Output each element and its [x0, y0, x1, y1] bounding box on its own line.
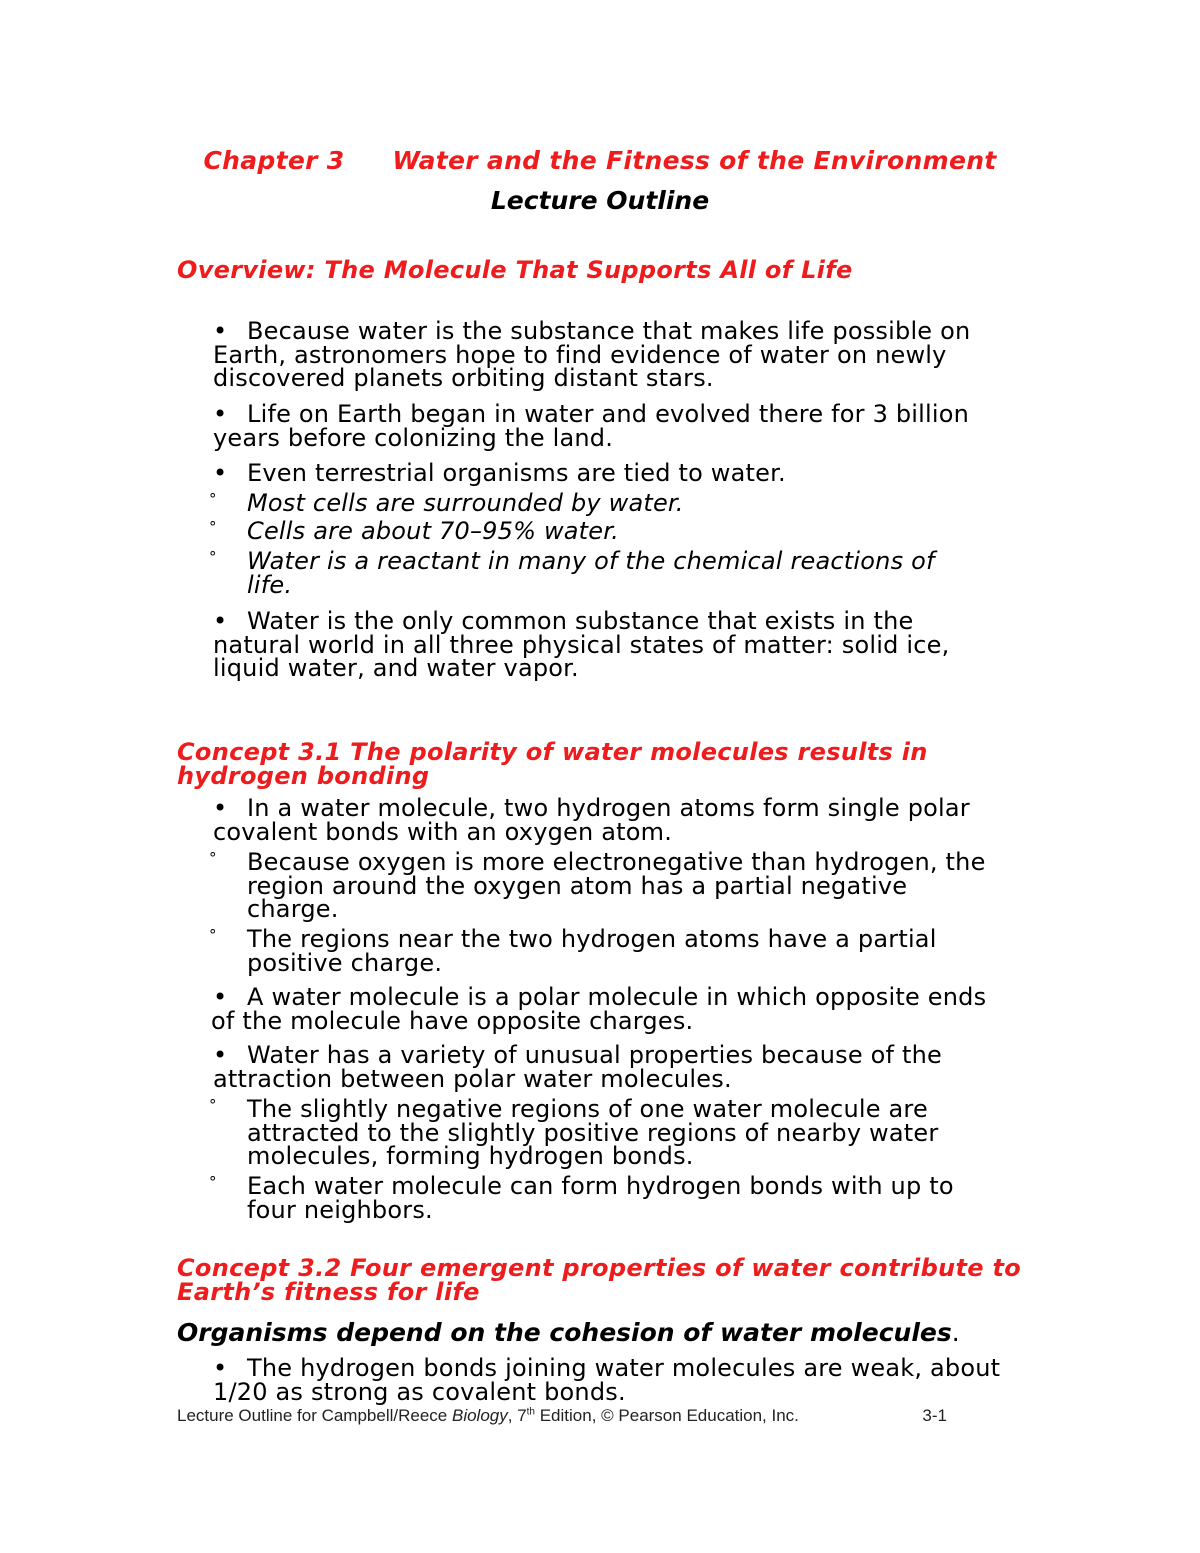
concept-3-1-sub-1: ° Because oxygen is more electronegative than hydrogen, the region around the oxygen atom has a partial negative charge. — [209, 848, 986, 923]
overview-bullet-4: • Water is the only common substance that exists in the natural world in all three physical states of matter: solid ice, liquid water, and water vapor. — [213, 607, 950, 682]
page-footer: Lecture Outline for Campbell/Reece Biology, 7th Edition, © Pearson Education, Inc. 3-1 — [177, 1406, 947, 1425]
concept-3-2-heading: Concept 3.2 Four emergent properties of water contribute to Earth’s fitness for life — [177, 1254, 1022, 1306]
concept-3-1-sub-4: ° Each water molecule can form hydrogen bonds with up to four neighbors. — [209, 1172, 954, 1224]
cohesion-subheading: Organisms depend on the cohesion of water molecules. — [177, 1318, 960, 1347]
chapter-name: Water and the Fitness of the Environment — [392, 146, 997, 175]
lecture-subtitle: Lecture Outline — [490, 186, 710, 215]
concept-3-1-heading: Concept 3.1 The polarity of water molecules results in hydrogen bonding — [177, 738, 928, 790]
overview-bullet-1: • Because water is the substance that makes life possible on Earth, astronomers hope to find evidence of water on newly discovered planets orbiting distant stars. — [213, 317, 971, 392]
concept-3-1-sub-3: ° The slightly negative regions of one water molecule are attracted to the slightly positive regions of nearby water molecules, forming hydrogen bonds. — [209, 1095, 939, 1170]
overview-bullet-3: • Even terrestrial organisms are tied to water. — [213, 459, 786, 487]
concept-3-1-bullet-2: • A water molecule is a polar molecule in which opposite ends of the molecule have opposite charges. — [211, 983, 987, 1035]
overview-sub-3: ° Water is a reactant in many of the chemical reactions of life. — [209, 547, 935, 599]
overview-sub-1: ° Most cells are surrounded by water. — [209, 489, 684, 517]
concept-3-2-bullet-1: • The hydrogen bonds joining water molecules are weak, about 1/20 as strong as covalent bonds. — [213, 1354, 1001, 1406]
overview-sub-2: ° Cells are about 70–95% water. — [209, 517, 619, 545]
page-number: 3-1 — [922, 1406, 947, 1425]
overview-bullet-2: • Life on Earth began in water and evolved there for 3 billion years before colonizing the land. — [213, 400, 970, 452]
chapter-title — [0, 146, 1200, 175]
overview-heading: Overview: The Molecule That Supports All of Life — [177, 256, 853, 284]
concept-3-1-bullet-3: • Water has a variety of unusual properties because of the attraction between polar water molecules. — [213, 1041, 942, 1093]
concept-3-1-sub-2: ° The regions near the two hydrogen atoms have a partial positive charge. — [209, 925, 937, 977]
concept-3-1-bullet-1: • In a water molecule, two hydrogen atoms form single polar covalent bonds with an oxygen atom. — [213, 794, 970, 846]
chapter-number: Chapter 3 — [203, 146, 345, 175]
